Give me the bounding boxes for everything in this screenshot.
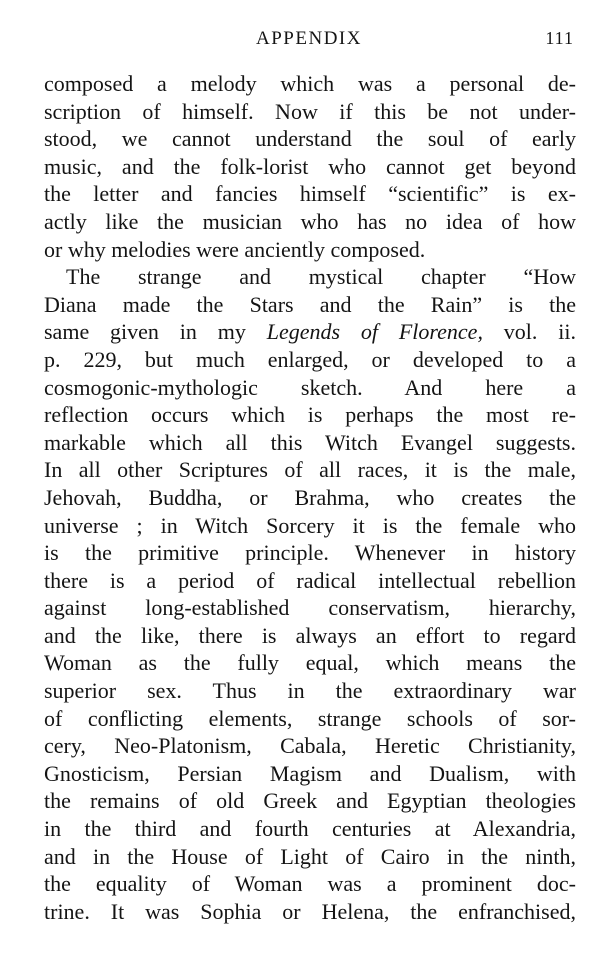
text-line: In all other Scriptures of all races, it is the male, bbox=[44, 457, 576, 483]
text-line: or why melodies were anciently composed. bbox=[44, 236, 426, 262]
text-line: markable which all this Witch Evangel suggests. bbox=[44, 429, 576, 455]
paragraph-2 bbox=[44, 263, 576, 925]
text-line: in the third and fourth centuries at Alexandria, bbox=[44, 816, 576, 842]
paragraph-1 bbox=[44, 70, 576, 263]
text-line: Diana made the Stars and the Rain” is the bbox=[44, 291, 576, 317]
text-line: stood, we cannot understand the soul of early bbox=[44, 126, 576, 152]
text-line: cosmogonic-mythologic sketch. And here a bbox=[44, 374, 576, 400]
body-text bbox=[44, 70, 576, 925]
text-line: the letter and fancies himself “scientific” is ex- bbox=[44, 181, 576, 207]
text-line: reflection occurs which is perhaps the most re- bbox=[44, 402, 576, 428]
text-line: Jehovah, Buddha, or Brahma, who creates the bbox=[44, 484, 576, 510]
text-line: the remains of old Greek and Egyptian theologies bbox=[44, 788, 576, 814]
text-line: music, and the folk-lorist who cannot get beyond bbox=[44, 153, 576, 179]
text-segment: vol. ii. bbox=[482, 319, 576, 345]
text-segment: same given in my bbox=[44, 319, 267, 345]
text-line: Gnosticism, Persian Magism and Dualism, with bbox=[44, 760, 576, 786]
text-line: and in the House of Light of Cairo in the ninth, bbox=[44, 843, 576, 869]
running-head bbox=[44, 28, 574, 54]
text-line-with-title bbox=[44, 318, 576, 346]
text-line: Woman as the fully equal, which means the bbox=[44, 650, 576, 676]
text-line: superior sex. Thus in the extraordinary war bbox=[44, 678, 576, 704]
text-line: of conflicting elements, strange schools of sor- bbox=[44, 705, 576, 731]
text-line: cery, Neo-Platonism, Cabala, Heretic Christianity, bbox=[44, 733, 576, 759]
text-line: the equality of Woman was a prominent doc- bbox=[44, 871, 576, 897]
text-line: actly like the musician who has no idea of how bbox=[44, 208, 576, 234]
text-line: The strange and mystical chapter “How bbox=[66, 264, 576, 290]
text-line: p. 229, but much enlarged, or developed to a bbox=[44, 346, 576, 372]
running-title: APPENDIX bbox=[256, 28, 362, 49]
text-line: composed a melody which was a personal de- bbox=[44, 71, 576, 96]
text-line: there is a period of radical intellectual rebellion bbox=[44, 567, 576, 593]
text-line: against long-established conservatism, hierarchy, bbox=[44, 595, 576, 621]
text-line: and the like, there is always an effort to regard bbox=[44, 622, 576, 648]
text-line: universe ; in Witch Sorcery it is the female who bbox=[44, 512, 576, 538]
book-title: Legends of Florence, bbox=[266, 319, 483, 345]
text-line: is the primitive principle. Whenever in history bbox=[44, 540, 576, 566]
text-line: scription of himself. Now if this be not under- bbox=[44, 98, 576, 124]
text-line: trine. It was Sophia or Helena, the enfranchised, bbox=[44, 898, 576, 924]
page-number: 111 bbox=[545, 28, 574, 48]
